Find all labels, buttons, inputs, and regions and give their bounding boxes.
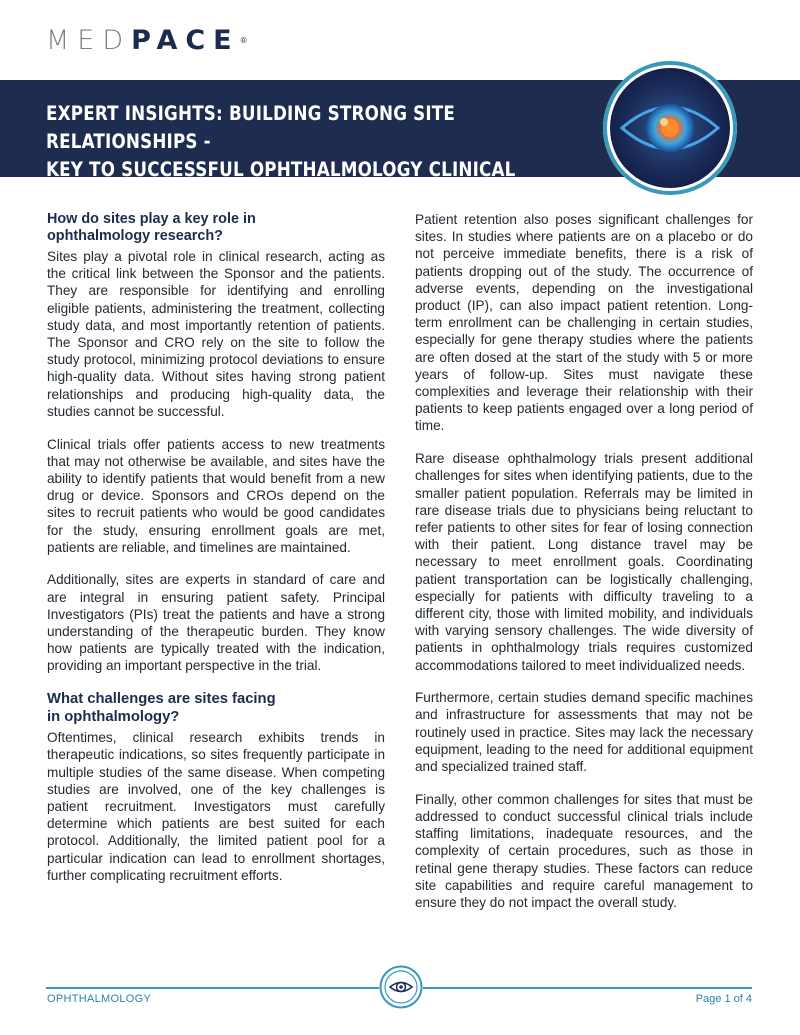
logo-registered-mark: ® (239, 36, 248, 45)
paragraph: Rare disease ophthalmology trials present additional challenges for sites when identifying patients, due to the smaller patient population. Referrals may be limited in rare disease trials due to physicians being reluctant to refer patients to other sites for fear of losing connection with their patient. Long distance travel may be necessary to meet enrollment goals. Coordinating patient transportation can be logistically challenging, especially for patients with difficulty traveling to a different city, those with limited mobility, and individuals with varying sensory challenges. The wide diversity of patients in ophthalmology trials requires customized accommodations tailored to meet individualized needs. (415, 451, 753, 673)
section-heading-challenges: What challenges are sites facing in ophthalmology? (47, 691, 276, 726)
paragraph: Finally, other common challenges for sites that must be addressed to conduct successful clinical trials include staffing limitations, inadequate resources, and the complexity of certain procedures, such as those in retinal gene therapy studies. These factors can reduce site capabilities and require careful management to ensure they do not impact the overall study. (415, 791, 753, 911)
eye-icon (378, 964, 424, 1010)
footer-section-label: OPHTHALMOLOGY (47, 993, 152, 1005)
eye-icon (600, 58, 740, 198)
paragraph: Sites play a pivotal role in clinical research, acting as the critical link between the Sponsor and the patients. They are responsible for identifying and enrolling eligible patients, administering the treatment, collecting study data, and most importantly retention of patients. The Sponsor and CRO rely on the site to follow the study protocol, minimizing protocol deviations to ensure high-quality data. Without sites having strong patient relationships and producing high-quality data, the studies cannot be successful. (47, 249, 385, 419)
page-number: Page 1 of 4 (695, 993, 752, 1005)
page-title: EXPERT INSIGHTS: BUILDING STRONG SITE RELATIONSHIPS - KEY TO SUCCESSFUL OPHTHALMOLOGY CLINICAL TRIALS (46, 102, 516, 209)
left-column (47, 211, 385, 884)
logo-pace: PACE (131, 25, 240, 56)
medpace-logo (46, 26, 248, 56)
right-column (415, 211, 753, 911)
paragraph: Oftentimes, clinical research exhibits trends in therapeutic indications, so sites frequently participate in multiple studies of the same disease. When competing studies are involved, one of the key challenges is patient recruitment. Investigators must carefully determine which patients are best suited for each protocol. Additionally, the limited patient pool for a particular indication can lead to enrollment shortages, further complicating recruitment efforts. (47, 730, 385, 883)
section-heading-site-role: How do sites play a key role in ophthalmology research? (47, 211, 256, 244)
paragraph: Patient retention also poses significant challenges for sites. In studies where patients are on a placebo or do not perceive immediate benefits, there is a risk of patients dropping out of the study. The occurrence of adverse events, depending on the investigational product (IP), can also impact patient retention. Long-term enrollment can be challenging in certain studies, especially for gene therapy studies where the patients are often dosed at the start of the study with 5 or more years of follow-up. Sites must navigate these complexities and leverage their relationship with their patients to keep patients engaged over a long period of time. (415, 212, 753, 434)
paragraph: Additionally, sites are experts in standard of care and are integral in ensuring patient safety. Principal Investigators (PIs) treat the patients and have a strong understanding of the therapeutic burden. They know how patients are typically treated with the indication, providing an important perspective in the trial. (47, 572, 385, 674)
logo-med: MED (46, 25, 132, 56)
paragraph: Furthermore, certain studies demand specific machines and infrastructure for assessments that may not be routinely used in practice. Sites may lack the necessary equipment, leading to the need for additional equipment and specialized trained staff. (415, 690, 753, 775)
paragraph: Clinical trials offer patients access to new treatments that may not otherwise be available, and sites have the ability to identify patients that would benefit from a new drug or device. Sponsors and CROs depend on the sites to recruit patients who would be good candidates for the study, ensuring enrollment goals are met, patients are reliable, and timelines are maintained. (47, 436, 385, 555)
